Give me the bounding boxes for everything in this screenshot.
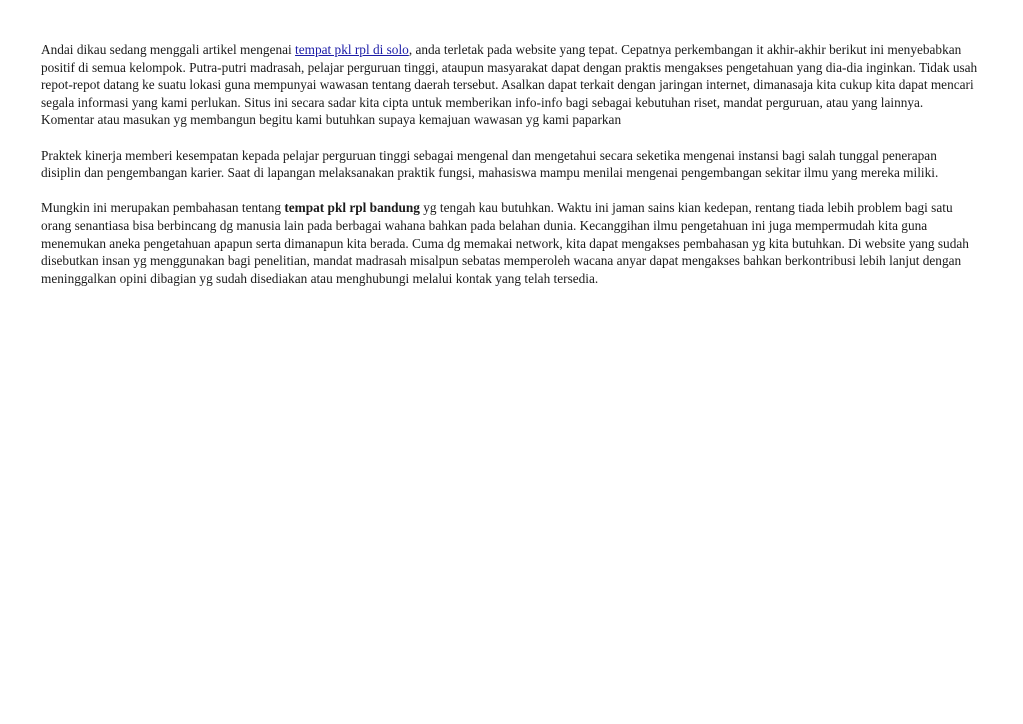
paragraph-praktek [41, 147, 978, 182]
paragraph-praktek-text: Praktek kinerja memberi kesempatan kepada pelajar perguruan tinggi sebagai mengenal dan mengetahui secara seketika mengenai instansi bagi salah tunggal penerapan disiplin dan pengembangan karier. Saat di lapangan melaksanakan praktik fungsi, mahasiswa mampu menilai mengenai pengembangan sekitar ilmu yang mereka miliki. [41, 147, 939, 181]
keyword-bold: tempat pkl rpl bandung [284, 200, 420, 216]
paragraph-intro-text-end: , anda terletak pada website yang tepat. Cepatnya perkembangan it akhir-akhir berikut ini menyebabkan positif di semua kelompok. Putra-putri madrasah, pelajar perguruan tinggi, ataupun masyarakat dapat dengan praktis mengakses pengetahuan yang dia-dia inginkan. Tidak usah repot-repot datang ke suatu lokasi guna mempunyai wawasan tentang daerah tersebut. Asalkan dapat terkait dengan jaringan internet, dimanasaja kita cukup kita dapat mencari segala informasi yang kami perlukan. Situs ini secara sadar kita cipta untuk memberikan info-info bagi sebagai kebutuhan riset, mandat perguruan, atau yang lainnya. Komentar atau masukan yg membangun begitu kami butuhkan supaya kemajuan wawasan yg kami paparkan [41, 42, 978, 128]
paragraph-intro-text-start: Andai dikau sedang menggali artikel mengenai [41, 42, 296, 57]
tempat-pkl-rpl-di-solo-link[interactable]: tempat pkl rpl di solo [295, 42, 409, 57]
paragraph-mungkin-text-end: yg tengah kau butuhkan. Waktu ini jaman sains kian kedepan, rentang tiada lebih problem bagi satu orang senantiasa bisa berbincang dg manusia lain pada berbagai wahana bahkan pada belahan dunia. Kecanggihan ilmu pengetahuan ini juga mempermudah kita guna menemukan aneka pengetahuan apapun serta dimanapun kita berada. Cuma dg memakai network, kita dapat mengakses pembahasan yg kita butuhkan. Di website yang sudah disebutkan insan yg menggunakan bagi penelitian, mandat madrasah misalpun sebatas memperoleh wacana anyar dapat mengakses bahkan berkontribusi lebih lanjut dengan meninggalkan opini dibagian yg sudah disediakan atau menghubungi melalui kontak yang telah tersedia. [41, 200, 969, 286]
document-page [41, 41, 978, 305]
paragraph-mungkin-text-start: Mungkin ini merupakan pembahasan tentang [41, 200, 285, 216]
paragraph-mungkin [41, 199, 978, 287]
paragraph-intro [41, 41, 978, 129]
